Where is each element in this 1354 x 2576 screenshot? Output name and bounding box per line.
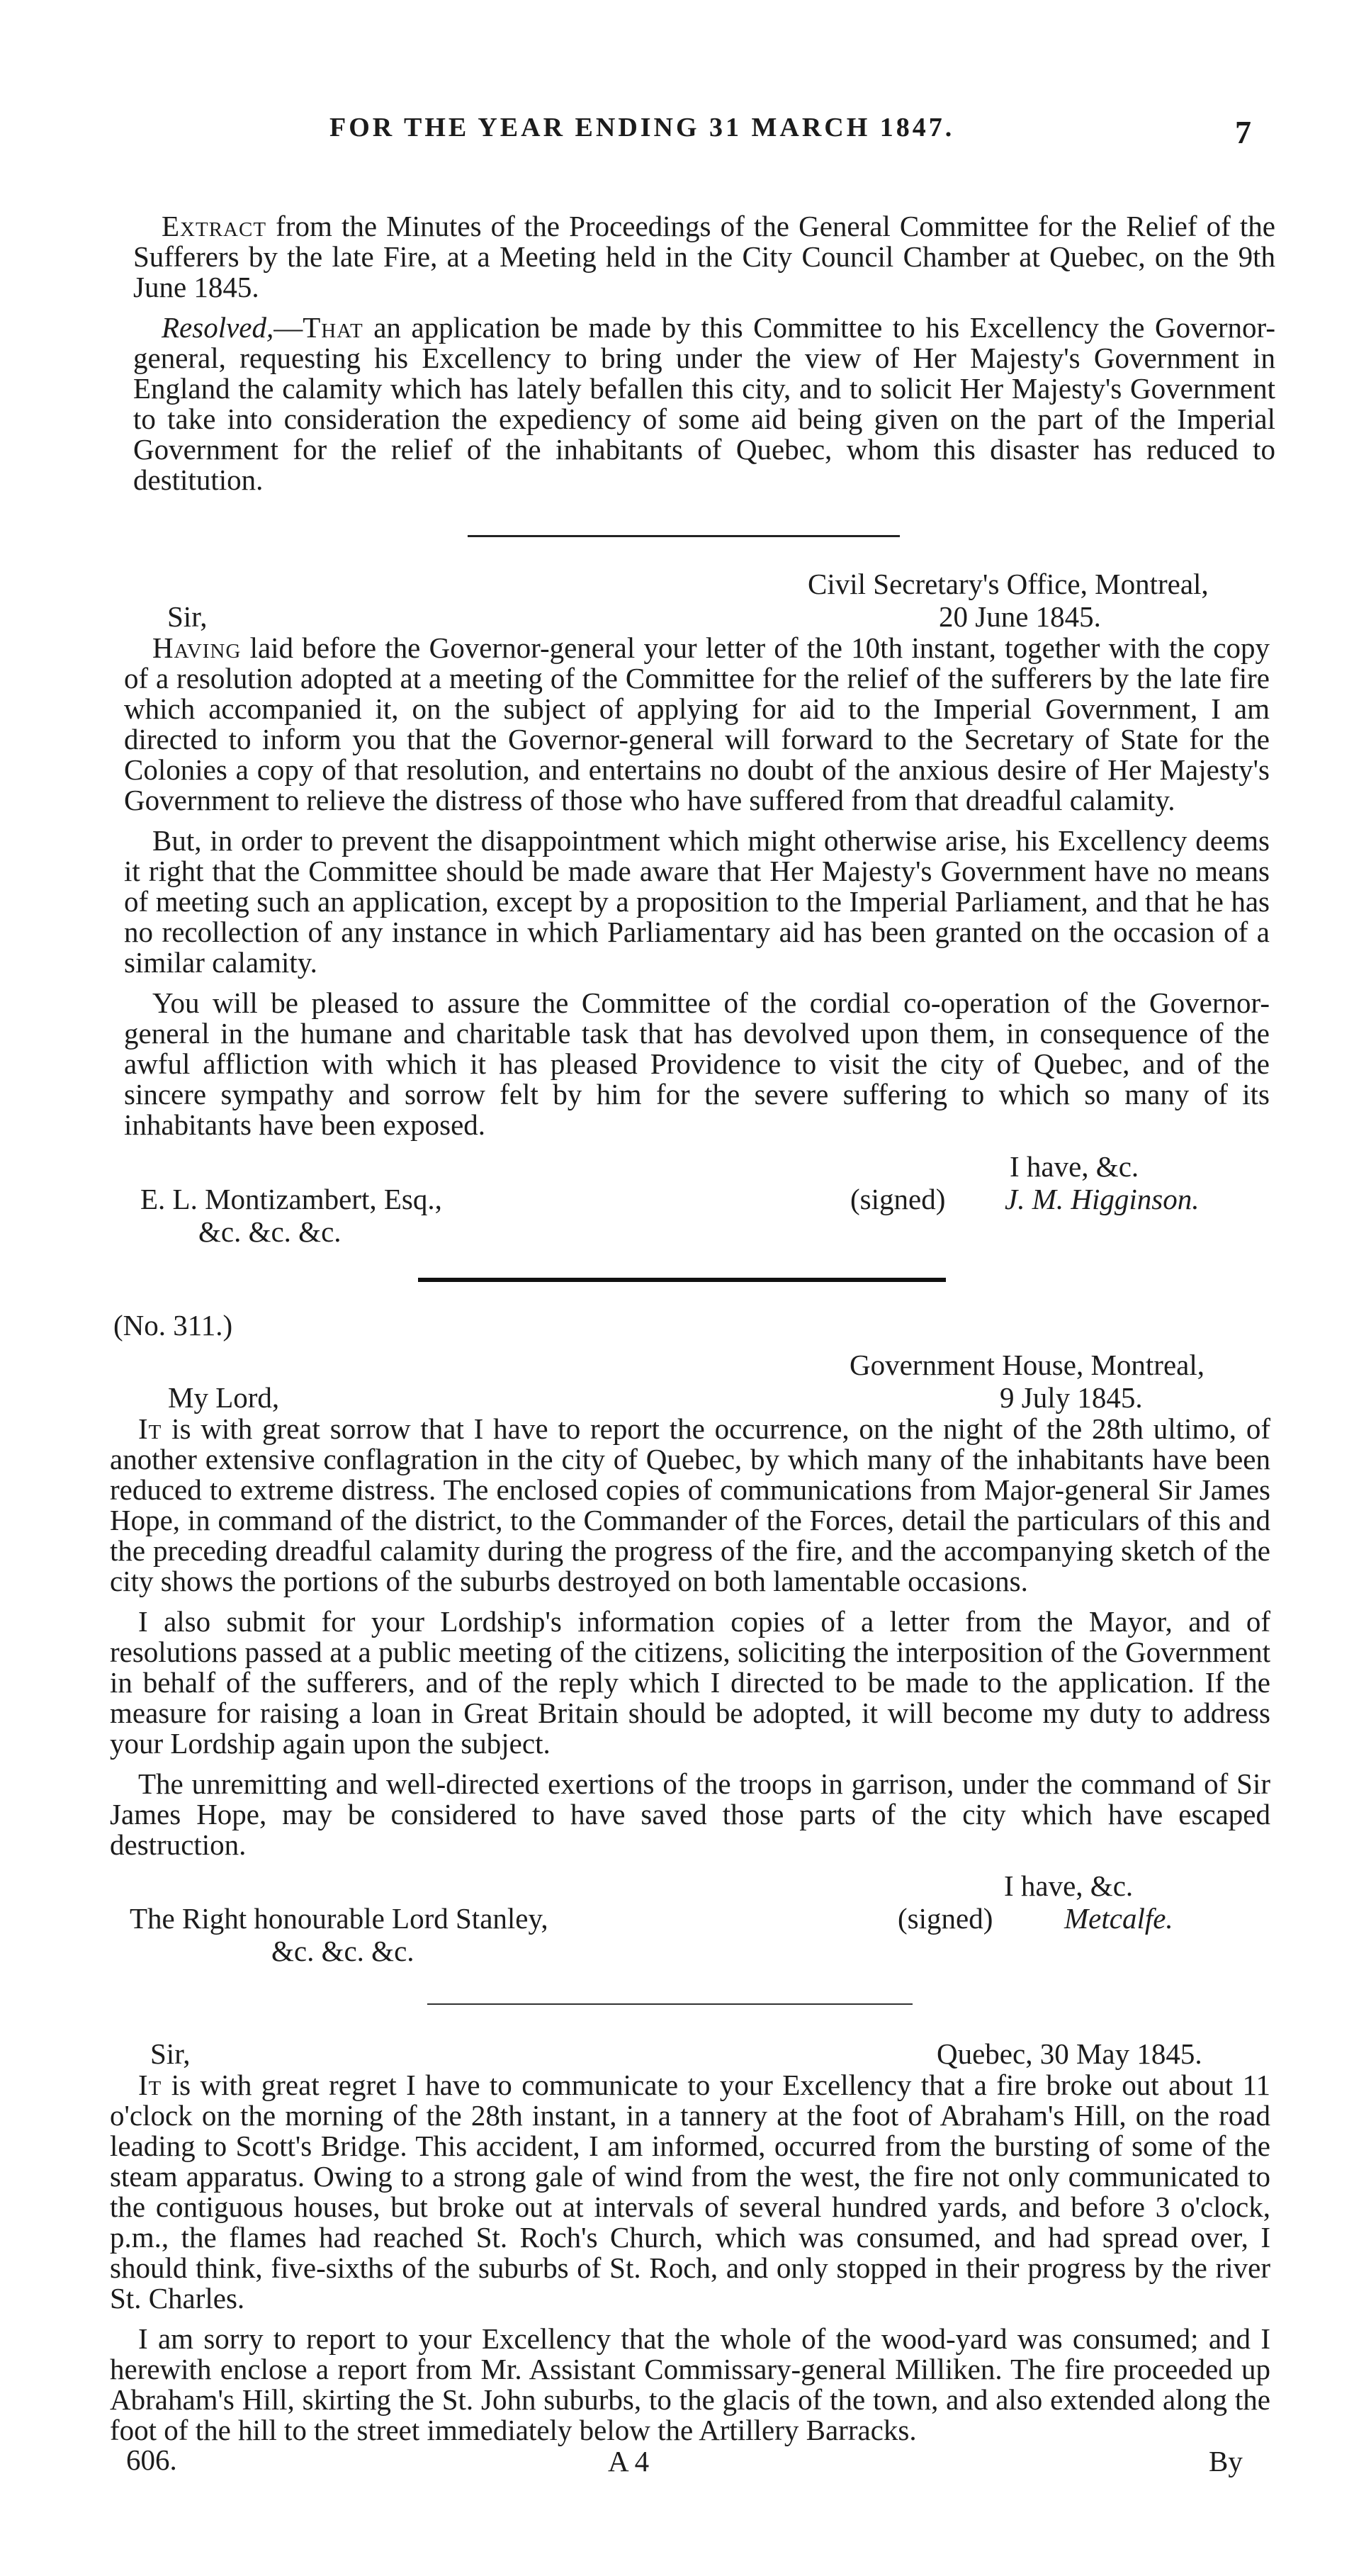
letter1-body: [124, 633, 1270, 1150]
letter2-signed: (signed): [898, 1902, 993, 1935]
letter2-lead: It: [138, 1412, 162, 1445]
letter2-paragraph-2: I also submit for your Lordship's information copies of a letter from the Mayor, and of resolutions passed at a public meeting of the citizens, soliciting the interposition of the Government in behalf of the sufferers, and of the reply which I directed to be made to the application. If the measure for raising a loan in Great Britain should be adopted, it will become my duty to address your Lordship again upon the subject.: [110, 1605, 1270, 1760]
letter2-addressee-etc: &c. &c. &c.: [271, 1935, 414, 1967]
resolution-paragraph: [133, 313, 1275, 495]
footer-left-number: 606.: [126, 2443, 177, 2476]
resolved-lead: Resolved,: [162, 311, 274, 344]
letter1-signed: (signed): [850, 1183, 946, 1215]
letter1-signature: J. M. Higginson.: [1005, 1183, 1200, 1215]
signature-mark: A 4: [608, 2445, 650, 2477]
letter1-addressee: E. L. Montizambert, Esq.,: [140, 1183, 442, 1215]
letter3-lead: It: [138, 2069, 162, 2101]
catchword: By: [1209, 2445, 1243, 2477]
page-number: 7: [1235, 114, 1251, 150]
letter1-salutation: Sir,: [167, 600, 208, 633]
letter-divider-2: [427, 2003, 913, 2005]
section-divider: [468, 535, 900, 537]
running-head: FOR THE YEAR ENDING 31 MARCH 1847.: [329, 113, 955, 142]
letter1-paragraph-1: [124, 633, 1270, 816]
letter1-place: Civil Secretary's Office, Montreal,: [808, 568, 1209, 600]
minutes-extract: [133, 211, 1275, 505]
letter2-salutation: My Lord,: [168, 1381, 280, 1414]
letter3-paragraph-2: I am sorry to report to your Excellency that the whole of the wood-yard was consumed; and I herewith enclose a report from Mr. Assistant Commissary-general Milliken. The fire proceeded up Abraham's Hill, skirting the St. John suburbs, to the glacis of the town, and also extended along the foot of the hill to the street immediately below the Artillery Barracks.: [110, 2322, 1270, 2446]
despatch-number: (No. 311.): [113, 1309, 233, 1342]
letter2-body: [110, 1414, 1270, 1870]
letter2-date: 9 July 1845.: [1000, 1381, 1143, 1414]
letter1-paragraph-2: But, in order to prevent the disappointment which might otherwise arise, his Excellency deems it right that the Committee should be made aware that Her Majesty's Government have no means of meeting such an application, except by a proposition to the Imperial Parliament, and that he has no recollection of any instance in which Parliamentary aid has been granted on the occasion of a similar calamity.: [124, 824, 1270, 979]
letter2-paragraph-3: The unremitting and well-directed exertions of the troops in garrison, under the command of Sir James Hope, may be considered to have saved those parts of the city which have escaped destruction.: [110, 1767, 1270, 1861]
letter3-date: Quebec, 30 May 1845.: [937, 2037, 1202, 2070]
resolved-text: an application be made by this Committee to his Excellency the Governor-general, requesting his Excellency to bring under the view of Her Majesty's Government in England the calamity which has lately befallen this city, and to solicit Her Majesty's Government to take into consideration the expediency of some aid being given on the part of the Imperial Government for the relief of the inhabitants of Quebec, whom this disaster has reduced to destitution.: [133, 311, 1275, 496]
letter3-p1-text: is with great regret I have to communicate to your Excellency that a fire broke out about 11 o'clock on the morning of the 28th instant, in a tannery at the foot of Abraham's Hill, on the road leading to Scott's Bridge. This accident, I am informed, occurred from the bursting of some of the steam apparatus. Owing to a strong gale of wind from the west, the fire not only communicated to the contiguous houses, but broke out at intervals of several hundred yards, and before 3 o'clock, p.m., the flames had reached St. Roch's Church, which was consumed, and had spread over, I should think, five-sixths of the suburbs of St. Roch, and only stopped in their progress by the river St. Charles.: [110, 2069, 1270, 2315]
letter2-paragraph-1: [110, 1414, 1270, 1597]
resolved-dash: —: [273, 311, 303, 344]
resolved-that: That: [303, 311, 363, 344]
letter2-closing: I have, &c.: [1004, 1869, 1134, 1902]
letter1-paragraph-3: You will be pleased to assure the Committee of the cordial co-operation of the Governor-general in the humane and charitable task that has devolved upon them, in consequence of the awful affliction with which it has pleased Providence to visit the city of Quebec, and of the sincere sympathy and sorrow felt by him for the severe suffering to which so many of its inhabitants have been exposed.: [124, 986, 1270, 1141]
letter2-addressee: The Right honourable Lord Stanley,: [130, 1902, 548, 1935]
letter2-place: Government House, Montreal,: [850, 1349, 1205, 1381]
extract-text: from the Minutes of the Proceedings of the General Committee for the Relief of the Sufferers by the late Fire, at a Meeting held in the City Council Chamber at Quebec, on the 9th June 1845.: [133, 210, 1275, 303]
letter2-p1-text: is with great sorrow that I have to report the occurrence, on the night of the 28th ultimo, of another extensive conflagration in the city of Quebec, by which many of the inhabitants have been reduced to extreme distress. The enclosed copies of communications from Major-general Sir James Hope, in command of the district, to the Commander of the Forces, detail the particulars of this and the preceding dreadful calamity during the progress of the fire, and the accompanying sketch of the city shows the portions of the suburbs destroyed on both lamentable occasions.: [110, 1412, 1270, 1597]
extract-lead: Extract: [162, 210, 267, 242]
letter3-paragraph-1: [110, 2070, 1270, 2314]
letter1-date: 20 June 1845.: [939, 600, 1101, 633]
extract-heading: [133, 211, 1275, 303]
letter3-salutation: Sir,: [150, 2037, 191, 2070]
letter1-lead: Having: [152, 631, 242, 664]
letter1-closing: I have, &c.: [1010, 1150, 1139, 1183]
letter2-signature: Metcalfe.: [1064, 1902, 1173, 1935]
letter-divider: [418, 1278, 946, 1282]
letter1-addressee-etc: &c. &c. &c.: [198, 1215, 342, 1248]
page-header: [0, 112, 1354, 154]
letter1-p1-text: laid before the Governor-general your letter of the 10th instant, together with the copy of a resolution adopted at a meeting of the Committee for the relief of the sufferers by the late fire which accompanied it, on the subject of applying for aid to the Imperial Government, I am directed to inform you that the Governor-general will forward to the Secretary of State for the Colonies a copy of that resolution, and entertains no doubt of the anxious desire of Her Majesty's Government to relieve the distress of those who have suffered from that dreadful calamity.: [124, 631, 1270, 816]
letter3-body: [110, 2070, 1270, 2456]
